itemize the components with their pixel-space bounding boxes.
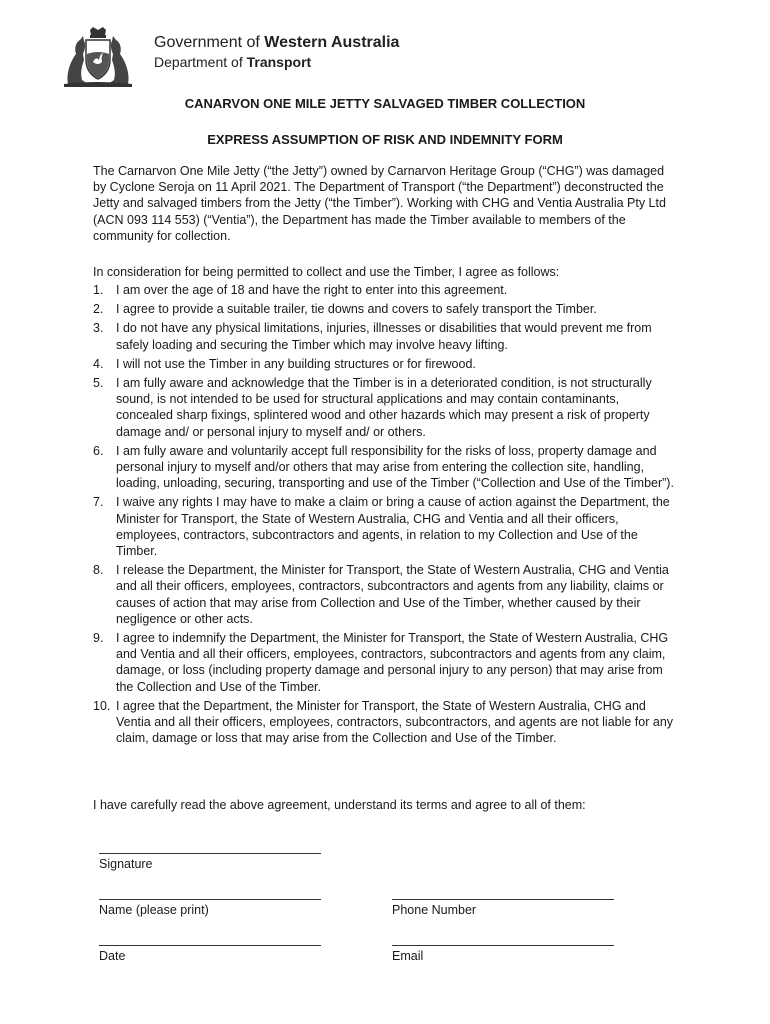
- date-label: Date: [99, 949, 126, 963]
- agreement-list: [93, 282, 679, 749]
- name-field[interactable]: [99, 899, 321, 918]
- government-line: Government of Western Australia: [154, 34, 400, 51]
- list-item: 6. I am fully aware and voluntarily accept full responsibility for the risks of loss, property damage and personal injury to myself and/or others that may arise from entering the collection site, handling, loading, unloading, securing, transporting and use of the Timber (“Collection and Use of the Timber”).: [93, 443, 674, 491]
- list-item: 4. I will not use the Timber in any building structures or for firewood.: [93, 356, 476, 371]
- signature-field[interactable]: [99, 853, 321, 872]
- list-item: 8. I release the Department, the Minister for Transport, the State of Western Australia, CHG and Ventia and all their officers, employees, contractors, subcontractors and agents from any liability, claims or causes of action that may arise from Collection and Use of the Timber, whether caused by their negligence or other acts.: [93, 563, 669, 626]
- email-field[interactable]: [392, 945, 614, 964]
- name-label: Name (please print): [99, 903, 209, 917]
- phone-field[interactable]: [392, 899, 614, 918]
- consideration-paragraph: In consideration for being permitted to collect and use the Timber, I agree as follows:: [93, 265, 560, 279]
- list-item: 10. I agree that the Department, the Minister for Transport, the State of Western Australia, CHG and Ventia and all their officers, employees, contractors, subcontractors, and agents are not liable for any claim, damage or loss that may arise from the Collection and Use of the Timber.: [93, 698, 674, 746]
- list-item: 9. I agree to indemnify the Department, the Minister for Transport, the State of Western Australia, CHG and Ventia and all their officers, employees, contractors, subcontractors and agents from any claim, damage, or loss (including property damage and personal injury to any person) that may arise from the Collection and Use of the Timber.: [93, 631, 669, 694]
- date-field[interactable]: [99, 945, 321, 964]
- government-name: [154, 34, 399, 71]
- coat-of-arms-icon: [62, 26, 134, 88]
- email-label: Email: [392, 949, 424, 963]
- name-line[interactable]: [99, 899, 321, 900]
- list-item: 1. I am over the age of 18 and have the right to enter into this agreement.: [93, 283, 508, 297]
- phone-label: Phone Number: [392, 903, 477, 917]
- signature-label: Signature: [99, 857, 153, 871]
- department-line: Department of Transport: [154, 54, 312, 70]
- list-item: 5. I am fully aware and acknowledge that the Timber is in a deteriorated condition, is not structurally sound, is not intended to be used for structural applications and may contain contaminants, concealed sharp fixings, splintered wood and other hazards which may present a risk of property damage and/ or personal injury to myself and/ or others.: [93, 376, 652, 439]
- signature-line[interactable]: [99, 853, 321, 854]
- email-line[interactable]: [392, 945, 614, 946]
- list-item: 7. I waive any rights I may have to make a claim or bring a cause of action against the Department, the Minister for Transport, the State of Western Australia, CHG and Ventia and all their officers, employees, contractors, subcontractors and agents, in relation to my Collection and Use of the Timber.: [93, 495, 670, 559]
- phone-line[interactable]: [392, 899, 614, 900]
- acknowledgement-paragraph: I have carefully read the above agreement, understand its terms and agree to all of them:: [93, 798, 586, 812]
- intro-paragraph: The Carnarvon One Mile Jetty (“the Jetty”) owned by Carnarvon Heritage Group (“CHG”) was damaged by Cyclone Seroja on 11 April 2021. The Department of Transport (“the Department”) deconstructed the Jetty and salvaged timbers from the Jetty (“the Timber”). Working with CHG and Ventia Australia Pty Ltd (ACN 093 114 553) (“Ventia”), the Department has made the Timber available to members of the community for collection.: [93, 164, 666, 243]
- list-item: 3. I do not have any physical limitations, injuries, illnesses or disabilities that would prevent me from safely loading and securing the Timber which may involve heavy lifting.: [93, 321, 652, 352]
- list-item: 2. I agree to provide a suitable trailer, tie downs and covers to safely transport the Timber.: [93, 302, 597, 317]
- document-title: CANARVON ONE MILE JETTY SALVAGED TIMBER COLLECTION: [184, 96, 586, 111]
- form-title: EXPRESS ASSUMPTION OF RISK AND INDEMNITY FORM: [207, 132, 563, 147]
- date-line[interactable]: [99, 945, 321, 946]
